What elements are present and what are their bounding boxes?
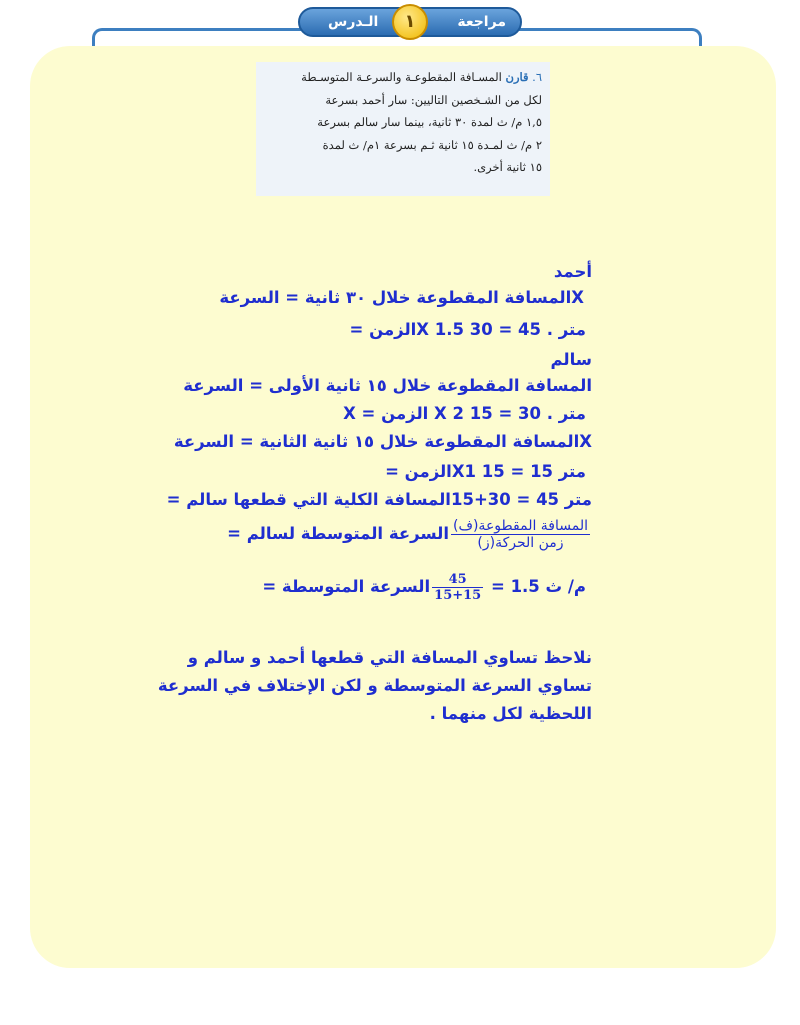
ahmad-name: أحمد — [553, 262, 592, 281]
conclusion-line-3: اللحظية لكل منهما . — [429, 704, 592, 723]
fraction-denominator: زمن الحركة(ز) — [477, 535, 564, 551]
question-number: ٦. — [532, 70, 542, 84]
fraction-numerator: المسافة المقطوعة(ف) — [453, 518, 588, 534]
question-line-1-text: المسـافة المقطوعـة والسرعـة المتوسـطة — [301, 70, 502, 84]
question-line-1 — [264, 66, 542, 89]
review-label: مراجعة — [457, 14, 506, 30]
salem-first-calc-line: متر . 30 = 15 X 2 الزمن = X — [343, 404, 586, 423]
salem-first-distance-line: المسافة المقطوعة خلال ١٥ ثانية الأولى = السرعة — [183, 376, 592, 395]
lesson-label: الـدرس — [328, 14, 379, 30]
conclusion-line-1: نلاحظ تساوي المسافة التي قطعها أحمد و سالم و — [187, 648, 592, 667]
average-speed-calc — [262, 572, 586, 603]
salem-average-speed-formula — [227, 518, 592, 551]
question-verb: قارن — [505, 70, 529, 84]
question-line-2: لكل من الشـخصين التاليين: سار أحمد بسرعة — [325, 92, 542, 107]
ahmad-calc-line: متر . 45 = 30 X 1.5الزمن = — [349, 320, 586, 339]
question-line-5: ١٥ ثانية أخرى. — [473, 160, 542, 174]
salem-total-line: متر 45 = 30+15المسافة الكلية التي قطعها سالم = — [166, 490, 592, 509]
calc-numerator: 45 — [432, 572, 483, 588]
average-speed-fraction — [451, 518, 590, 551]
question-box — [256, 62, 550, 196]
salem-second-calc-line: متر 15 = 15 X1الزمن = — [385, 462, 586, 481]
conclusion-line-2: تساوي السرعة المتوسطة و لكن الإختلاف في السرعة — [157, 676, 592, 695]
average-speed-result-label: السرعة المتوسطة = — [262, 577, 431, 596]
salem-second-distance-line: Xالمسافة المقطوعة خلال ١٥ ثانية الثانية = السرعة — [173, 432, 592, 451]
salem-name: سالم — [550, 350, 592, 369]
average-speed-label: السرعة المتوسطة لسالم = — [227, 524, 449, 543]
calc-denominator: 15+15 — [434, 588, 482, 603]
question-line-3: ١,٥ م/ ث لمدة ٣٠ ثانية، بينما سار سالم بسرعة — [317, 115, 542, 129]
question-line-4: ٢ م/ ث لمـدة ١٥ ثانية ثـم بسرعة ١م/ ث لمدة — [322, 137, 542, 152]
average-speed-result: م/ ث 1.5 = — [490, 577, 586, 596]
lesson-number-badge: ١ — [392, 4, 428, 40]
ahmad-distance-line: Xالمسافة المقطوعة خلال ٣٠ ثانية = السرعة — [219, 288, 584, 307]
average-speed-calc-fraction — [432, 572, 483, 603]
